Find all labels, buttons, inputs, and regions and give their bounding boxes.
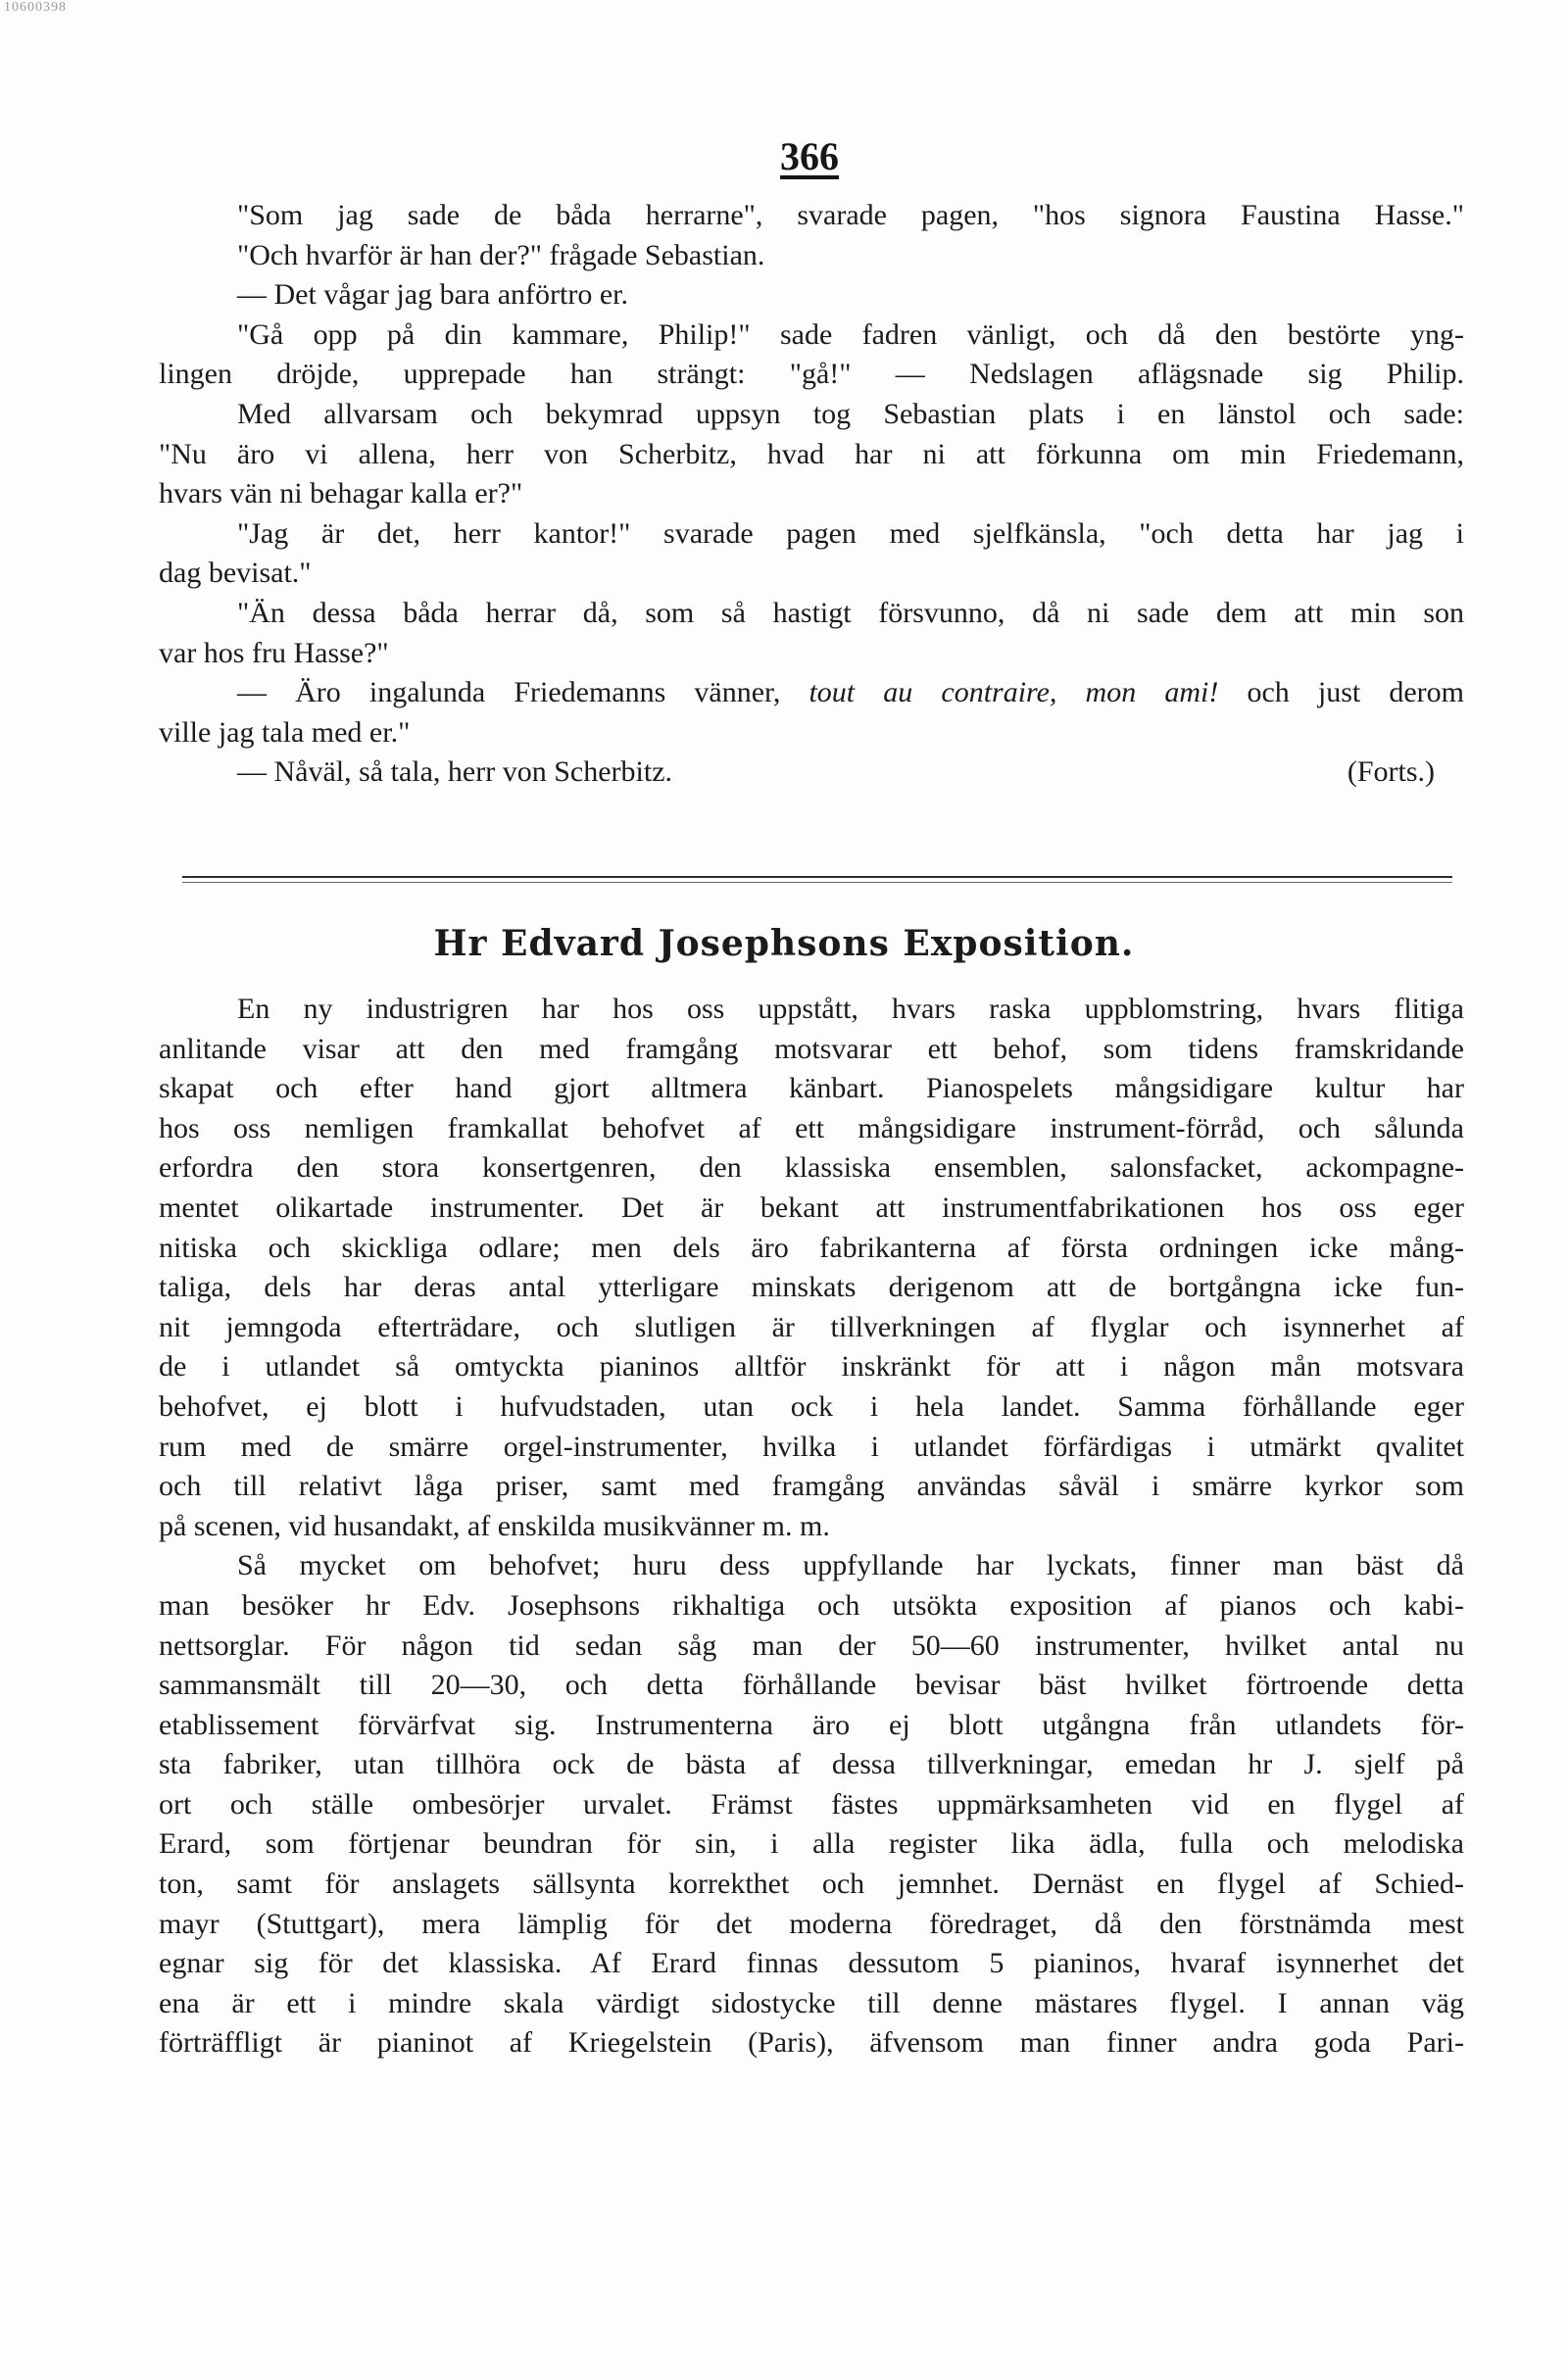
story-line: "Jag är det, herr kantor!" svarade pagen med sjelfkänsla, "och detta har jag i <box>237 516 1464 550</box>
story-line-part: — Äro ingalunda Friedemanns vänner, <box>237 676 781 709</box>
article-body <box>159 990 1464 2064</box>
story-line <box>159 673 1464 713</box>
continued-note: (Forts.) <box>1347 755 1435 789</box>
section-divider <box>182 876 1452 878</box>
page-number: 366 <box>780 134 839 178</box>
story-line-part: — Nåväl, så tala, herr von Scherbitz. <box>237 755 673 789</box>
article-line: egnar sig för det klassiska. Af Erard finnas dessutom 5 pianinos, hvaraf isynnerhet det <box>159 1947 1464 1980</box>
story-line: hvars vän ni behagar kalla er?" <box>159 477 523 510</box>
story-line: "Än dessa båda herrar då, som så hastigt försvunno, då ni sade dem att min son <box>237 596 1464 629</box>
story-line: "Gå opp på din kammare, Philip!" sade fadren vänligt, och då den bestörte yng- <box>237 317 1464 351</box>
story-line: "Som jag sade de båda herrarne", svarade pagen, "hos signora Faustina Hasse." <box>237 199 1464 231</box>
article-line: hos oss nemligen framkallat behofvet af ett mångsidigare instrument-förråd, och sålunda <box>159 1111 1464 1144</box>
article-line: behofvet, ej blott i hufvudstaden, utan ock i hela landet. Samma förhållande eger <box>159 1389 1464 1423</box>
article-line: ena är ett i mindre skala värdigt sidostycke till denne mästares flygel. I annan väg <box>159 1986 1464 2019</box>
story-line: dag bevisat." <box>159 557 312 590</box>
article-line: En ny industrigren har hos oss uppstått, hvars raska uppblomstring, hvars flitiga <box>237 993 1464 1025</box>
article-line: man besöker hr Edv. Josephsons rikhaltiga och utsökta exposition af pianos och kabi- <box>159 1588 1464 1622</box>
article-line: de i utlandet så omtyckta pianinos alltför inskränkt för att i någon mån motsvara <box>159 1350 1464 1384</box>
article-line: anlitande visar att den med framgång motsvarar ett behof, som tidens framskridande <box>159 1032 1464 1065</box>
article-line: sammansmält till 20—30, och detta förhållande bevisar bäst hvilket förtroende detta <box>159 1669 1464 1702</box>
article-line: nit jemngoda efterträdare, och slutligen är tillverkningen af flyglar och isynnerhet af <box>159 1310 1464 1343</box>
story-line: "Och hvarför är han der?" frågade Sebastian. <box>237 238 765 271</box>
article-line: Så mycket om behofvet; huru dess uppfyllande har lyckats, finner man bäst då <box>237 1549 1464 1582</box>
article-line: ort och ställe ombesörjer urvalet. Främst fästes uppmärksamheten vid en flygel af <box>159 1787 1464 1821</box>
story-line: ville jag tala med er." <box>159 715 411 749</box>
story-line: — Det vågar jag bara anförtro er. <box>237 278 628 312</box>
article-line: ton, samt för anslagets sällsynta korrekthet och jemnhet. Dernäst en flygel af Schied- <box>159 1868 1464 1901</box>
article-line: mayr (Stuttgart), mera lämplig för det moderna föredraget, då den förstnämda mest <box>159 1907 1464 1940</box>
story-line: var hos fru Hasse?" <box>159 636 389 669</box>
serial-story-continuation <box>159 196 1464 793</box>
article-line: på scenen, vid husandakt, af enskilda musikvänner m. m. <box>159 1509 830 1542</box>
article-line: mentet olikartade instrumenter. Det är bekant att instrumentfabrikationen hos oss eger <box>159 1190 1464 1224</box>
article-line: och till relativt låga priser, samt med framgång användas såväl i smärre kyrkor som <box>159 1470 1464 1503</box>
article-line: förträffligt är pianinot af Kriegelstein (Paris), äfvensom man finner andra goda Pari- <box>159 2026 1464 2060</box>
story-line: lingen dröjde, upprepade han strängt: "gå!" — Nedslagen aflägsnade sig Philip. <box>159 358 1464 391</box>
article-heading: Hr Edvard Josephsons Exposition. <box>433 923 1135 964</box>
section-divider-thin <box>182 882 1452 883</box>
article-line: nitiska och skickliga odlare; men dels äro fabrikanterna af första ordningen icke mång- <box>159 1231 1464 1264</box>
story-line: "Nu äro vi allena, herr von Scherbitz, hvad har ni att förkunna om min Friedemann, <box>159 437 1464 470</box>
article-line: Erard, som förtjenar beundran för sin, i alla register lika ädla, fulla och melodiska <box>159 1827 1464 1861</box>
article-line: sta fabriker, utan tillhöra ock de bästa af dessa tillverkningar, emedan hr J. sjelf på <box>159 1748 1464 1781</box>
article-line: taliga, dels har deras antal ytterligare minskats derigenom att de bortgångna icke fun- <box>159 1271 1464 1304</box>
story-line: Med allvarsam och bekymrad uppsyn tog Sebastian plats i en länstol och sade: <box>237 397 1464 430</box>
article-line: etablissement förvärfvat sig. Instrumenterna äro ej blott utgångna från utlandets för- <box>159 1708 1464 1741</box>
story-line-italic: tout au contraire, mon ami! <box>808 676 1219 709</box>
story-line-part: och just derom <box>1247 676 1464 709</box>
article-line: rum med de smärre orgel-instrumenter, hvilka i utlandet förfärdigas i utmärkt qvalitet <box>159 1430 1464 1463</box>
article-line: skapat och efter hand gjort alltmera känbart. Pianospelets mångsidigare kultur har <box>159 1072 1464 1105</box>
article-line: erfordra den stora konsertgenren, den klassiska ensemblen, salonsfacket, ackompagne- <box>159 1151 1464 1185</box>
archive-id: 10600398 <box>4 0 67 15</box>
article-line: nettsorglar. För någon tid sedan såg man der 50—60 instrumenter, hvilket antal nu <box>159 1628 1464 1662</box>
story-line <box>159 753 1464 793</box>
